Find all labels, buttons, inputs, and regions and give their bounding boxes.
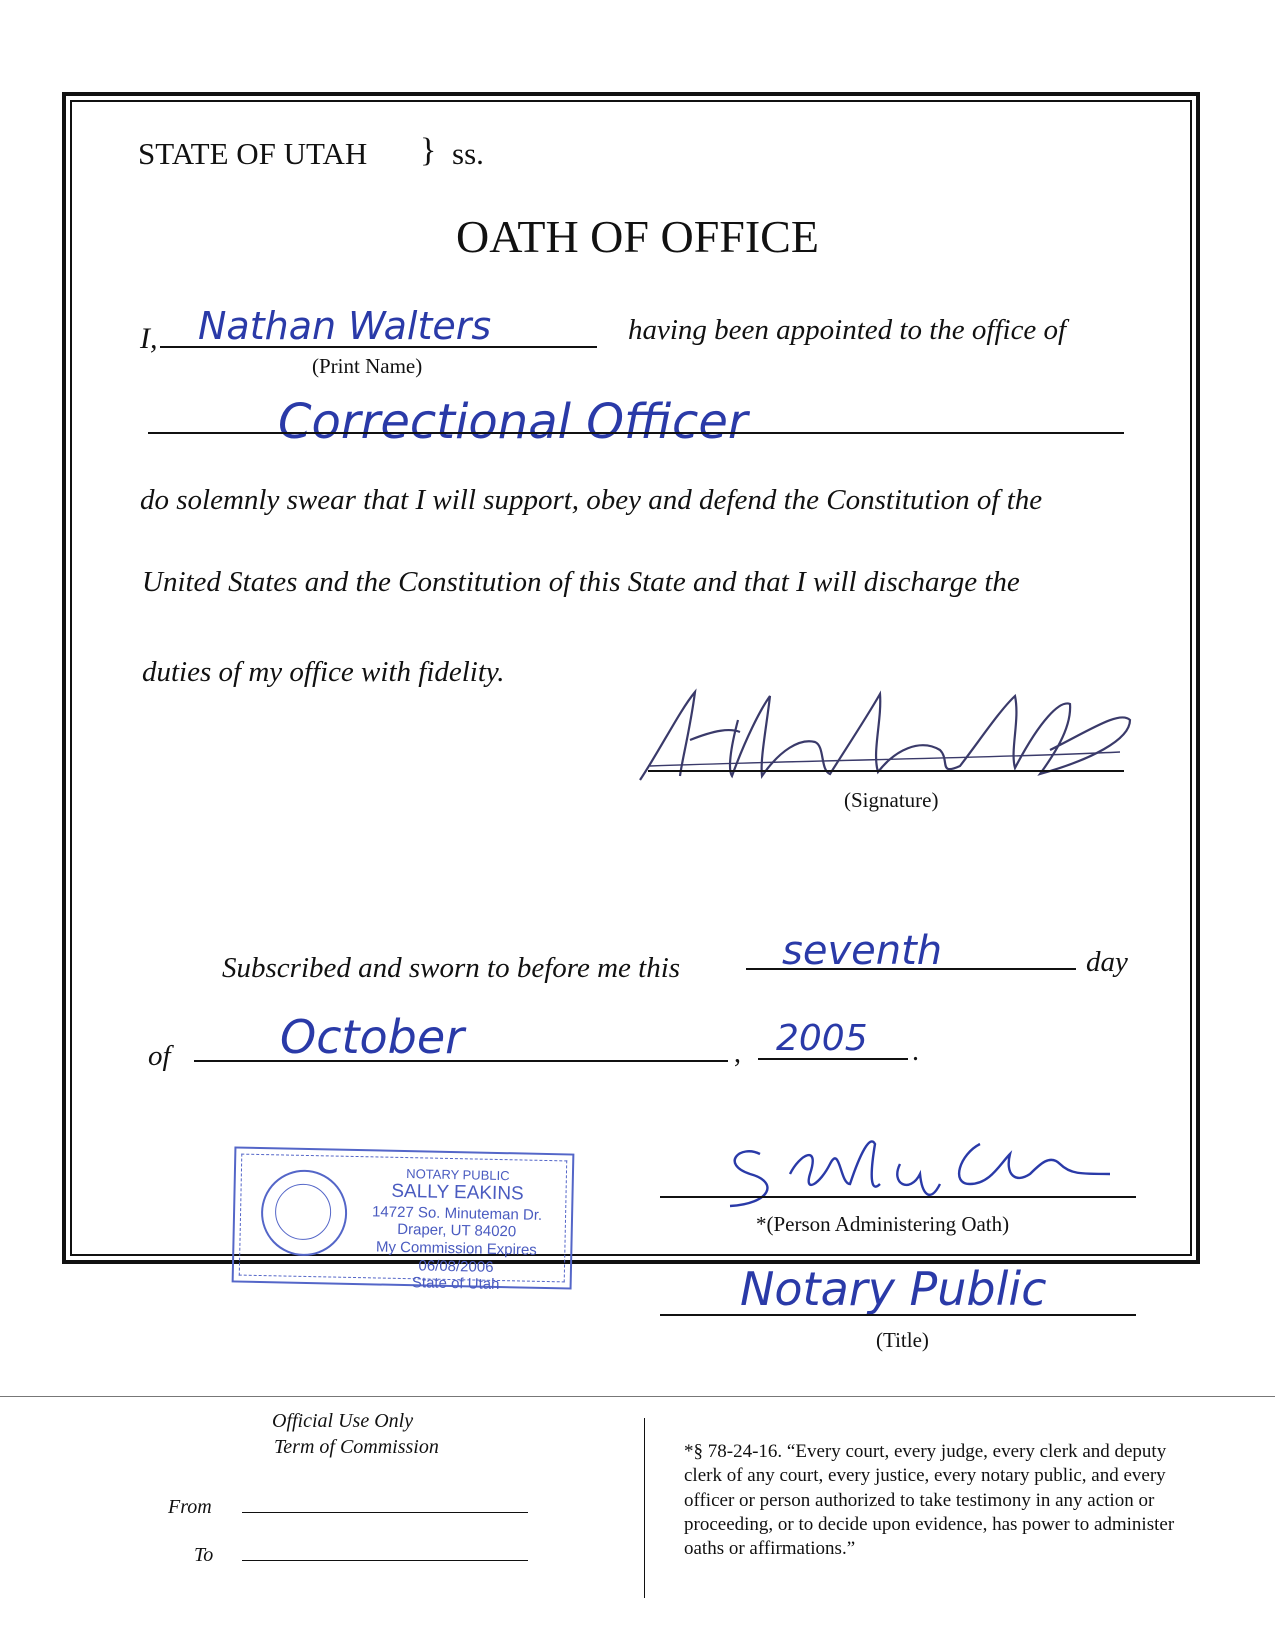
bottom-separator <box>0 1396 1275 1397</box>
office-value[interactable]: Correctional Officer <box>278 394 748 450</box>
administrator-line <box>660 1196 1136 1198</box>
day-label: day <box>1086 946 1128 978</box>
title-value[interactable]: Notary Public <box>740 1262 1047 1316</box>
subscribed-text: Subscribed and sworn to before me this <box>222 952 681 984</box>
to-line[interactable] <box>242 1560 528 1561</box>
day-value[interactable]: seventh <box>782 928 943 974</box>
appointed-text: having been appointed to the office of <box>628 314 1067 346</box>
stamp-line-2: SALLY EAKINS <box>391 1181 524 1205</box>
year-value[interactable]: 2005 <box>776 1018 868 1059</box>
brace: } <box>420 132 437 169</box>
statute-text: *§ 78-24-16. “Every court, every judge, every clerk and deputy clerk of any court, every justice, every notary public, and every officer or person authorized to take testimony in any action or proceeding, or to decide upon evidence, has power to administer oaths or affirmations.” <box>684 1441 1175 1560</box>
comma: , <box>734 1038 741 1069</box>
year-line <box>758 1058 908 1060</box>
month-line <box>194 1060 728 1062</box>
stamp-line-6: State of Utah <box>411 1274 500 1294</box>
title-label: (Title) <box>876 1328 929 1352</box>
signature-image <box>620 680 1140 790</box>
notary-stamp <box>232 1146 575 1294</box>
stamp-text <box>355 1165 558 1295</box>
signature-line <box>648 770 1124 772</box>
notary-signature-image <box>700 1124 1120 1214</box>
bottom-vertical-divider <box>644 1418 645 1598</box>
stamp-line-5: My Commission Expires 06/08/2006 <box>375 1238 537 1276</box>
oath-line-2: United States and the Constitution of this State and that I will discharge the <box>142 566 1020 598</box>
of-label: of <box>148 1040 171 1072</box>
print-name-label: (Print Name) <box>312 354 423 378</box>
oath-line-1: do solemnly swear that I will support, obey and defend the Constitution of the <box>140 484 1043 516</box>
oath-line-3: duties of my office with fidelity. <box>142 656 505 688</box>
official-heading-2: Term of Commission <box>274 1436 439 1458</box>
office-line <box>148 432 1124 434</box>
document-title: OATH OF OFFICE <box>456 211 819 262</box>
from-line[interactable] <box>242 1512 528 1513</box>
month-value[interactable]: October <box>280 1010 465 1064</box>
print-name-value[interactable]: Nathan Walters <box>198 304 492 348</box>
signature-label: (Signature) <box>844 788 939 812</box>
ss-label: ss. <box>452 136 484 171</box>
day-line <box>746 968 1076 970</box>
title-line <box>660 1314 1136 1316</box>
stamp-line-3: 14727 So. Minuteman Dr. <box>371 1203 543 1224</box>
i-label: I, <box>140 322 158 355</box>
state-label: STATE OF UTAH <box>138 136 368 171</box>
stamp-line-1: NOTARY PUBLIC <box>406 1166 510 1184</box>
period: . <box>912 1036 919 1067</box>
administrator-label: *(Person Administering Oath) <box>756 1212 1010 1236</box>
to-label: To <box>194 1544 214 1566</box>
stamp-line-4: Draper, UT 84020 <box>397 1221 517 1241</box>
official-heading-1: Official Use Only <box>272 1410 414 1432</box>
from-label: From <box>168 1496 212 1518</box>
print-name-line <box>160 346 597 348</box>
